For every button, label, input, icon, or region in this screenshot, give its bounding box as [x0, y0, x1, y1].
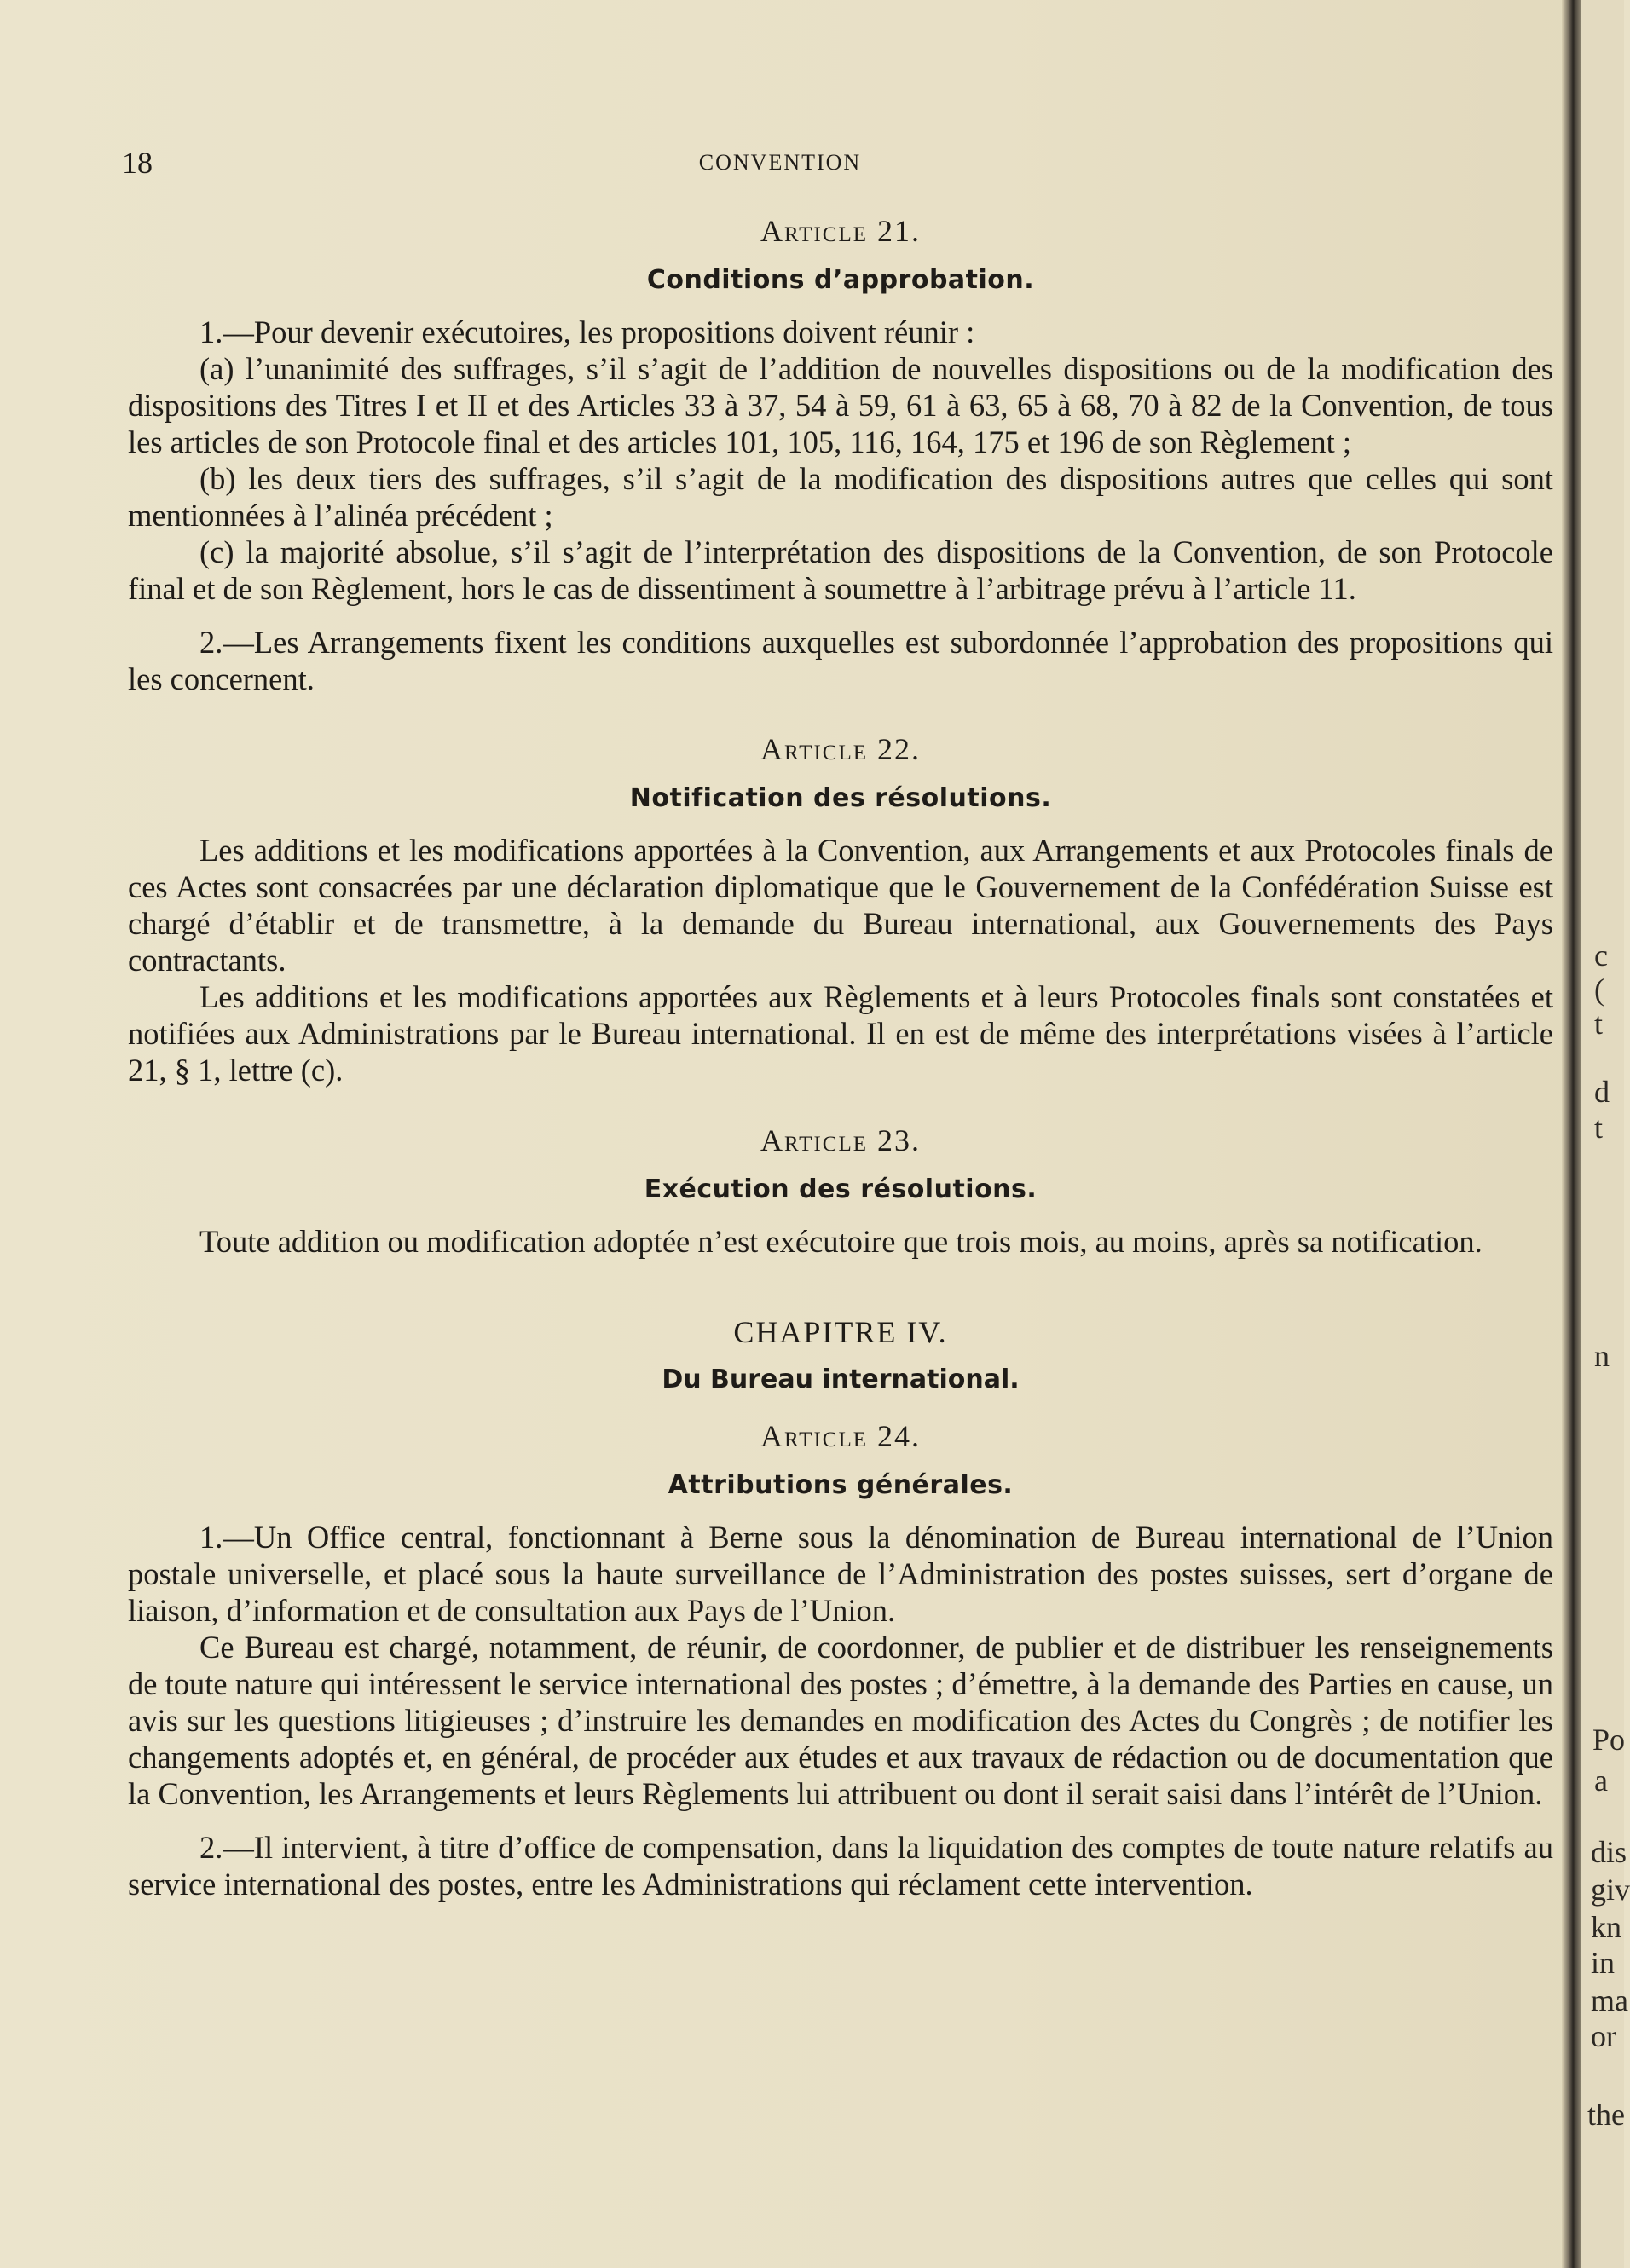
article-24-label: Article 24.: [760, 1419, 921, 1453]
facing-page-fragment: or: [1591, 2019, 1616, 2053]
article-23-label: Article 23.: [760, 1123, 921, 1157]
facing-page-fragment: d: [1594, 1075, 1610, 1109]
facing-page-fragment: a: [1594, 1763, 1608, 1798]
facing-page-fragment: dis: [1591, 1835, 1627, 1869]
article-21-para-1: 1.—Pour devenir exécutoires, les propositions doivent réunir :: [199, 315, 975, 349]
article-24-title: Attributions générales.: [668, 1470, 1014, 1500]
article-22-label: Article 22.: [760, 732, 921, 766]
facing-page-fragment: kn: [1591, 1910, 1621, 1944]
article-21-para-b: (b) les deux tiers des suffrages, s’il s’agit de la modification des dispositions autres que celles qui sont mentionnées à l’alinéa précédent ;: [128, 461, 1553, 533]
running-head: CONVENTION: [698, 150, 862, 175]
article-24-para-2: Ce Bureau est chargé, notamment, de réunir, de coordonner, de publier et de distribuer les renseignements de toute nature qui intéressent le service international des postes ; d’émettre, à la demande des Parties en cause, un avis sur les questions litigieuses ; d’instruire les demandes en modification des Actes du Congrès ; de notifier les changements adoptés et, en général, de procéder aux études et aux travaux de rédaction ou de documentation que la Convention, les Arrangements et leurs Règlements lui attribuent ou dont il serait saisi dans l’intérêt de l’Union.: [128, 1630, 1553, 1811]
article-21-label: Article 21.: [760, 214, 921, 248]
book-gutter: [1562, 0, 1581, 2268]
facing-page-fragment: giv: [1591, 1873, 1630, 1907]
chapter-4-title: Du Bureau international.: [662, 1365, 1020, 1394]
facing-page-fragment: (: [1594, 972, 1604, 1007]
article-22-para-2: Les additions et les modifications apportées aux Règlements et à leurs Protocoles finals sont constatées et notifiées aux Administrations par le Bureau international. Il en est de même des interprétations visées à l’article 21, § 1, lettre (c).: [128, 979, 1553, 1088]
facing-page-fragment: t: [1594, 1111, 1604, 1145]
page-number: 18: [122, 146, 153, 180]
facing-page-fragment: in: [1591, 1946, 1616, 1980]
article-24-para-1: 1.—Un Office central, fonctionnant à Berne sous la dénomination de Bureau international de l’Union postale universelle, et placé sous la haute surveillance de l’Administration des postes suisses, sert d’organe de liaison, d’information et de consultation aux Pays de l’Union.: [128, 1520, 1553, 1628]
article-22-title: Notification des résolutions.: [629, 783, 1052, 813]
article-21-title: Conditions d’approbation.: [646, 265, 1035, 295]
article-21-para-c: (c) la majorité absolue, s’il s’agit de l’interprétation des dispositions de la Convention, de son Protocole final et de son Règlement, hors le cas de dissentiment à soumettre à l’arbitrage prévu à l’article 11.: [128, 534, 1553, 606]
article-23-title: Exécution des résolutions.: [644, 1174, 1038, 1204]
facing-page-fragment: t: [1594, 1007, 1604, 1041]
facing-page-fragment: Po: [1592, 1723, 1626, 1757]
facing-page-fragment: n: [1594, 1339, 1610, 1373]
article-22-para-1: Les additions et les modifications apportées à la Convention, aux Arrangements et aux Protocoles finals de ces Actes sont consacrées par une déclaration diplomatique que le Gouvernement de la Confédération Suisse est chargé d’établir et de transmettre, à la demande du Bureau international, aux Gouvernements des Pays contractants.: [128, 833, 1553, 978]
facing-page-fragment: ma: [1591, 1983, 1628, 2017]
article-21-para-2: 2.—Les Arrangements fixent les conditions auxquelles est subordonnée l’approbation des propositions qui les concernent.: [128, 625, 1553, 696]
article-21-para-a: (a) l’unanimité des suffrages, s’il s’agit de l’addition de nouvelles dispositions ou de la modification des dispositions des Titres I et II et des Articles 33 à 37, 54 à 59, 61 à 63, 65 à 68, 70 à 82 de la Convention, de tous les articles de son Protocole final et des articles 101, 105, 116, 164, 175 et 196 de son Règlement ;: [128, 351, 1553, 459]
article-24-para-3: 2.—Il intervient, à titre d’office de compensation, dans la liquidation des comptes de toute nature relatifs au service international des postes, entre les Administrations qui réclament cette intervention.: [128, 1830, 1553, 1902]
article-23-para-1: Toute addition ou modification adoptée n’est exécutoire que trois mois, au moins, après sa notification.: [199, 1224, 1483, 1259]
page-body: [128, 213, 1553, 1902]
chapter-4-label: CHAPITRE IV.: [733, 1315, 948, 1349]
facing-page-fragment: c: [1594, 938, 1608, 972]
facing-page-fragment: the: [1587, 2098, 1625, 2132]
